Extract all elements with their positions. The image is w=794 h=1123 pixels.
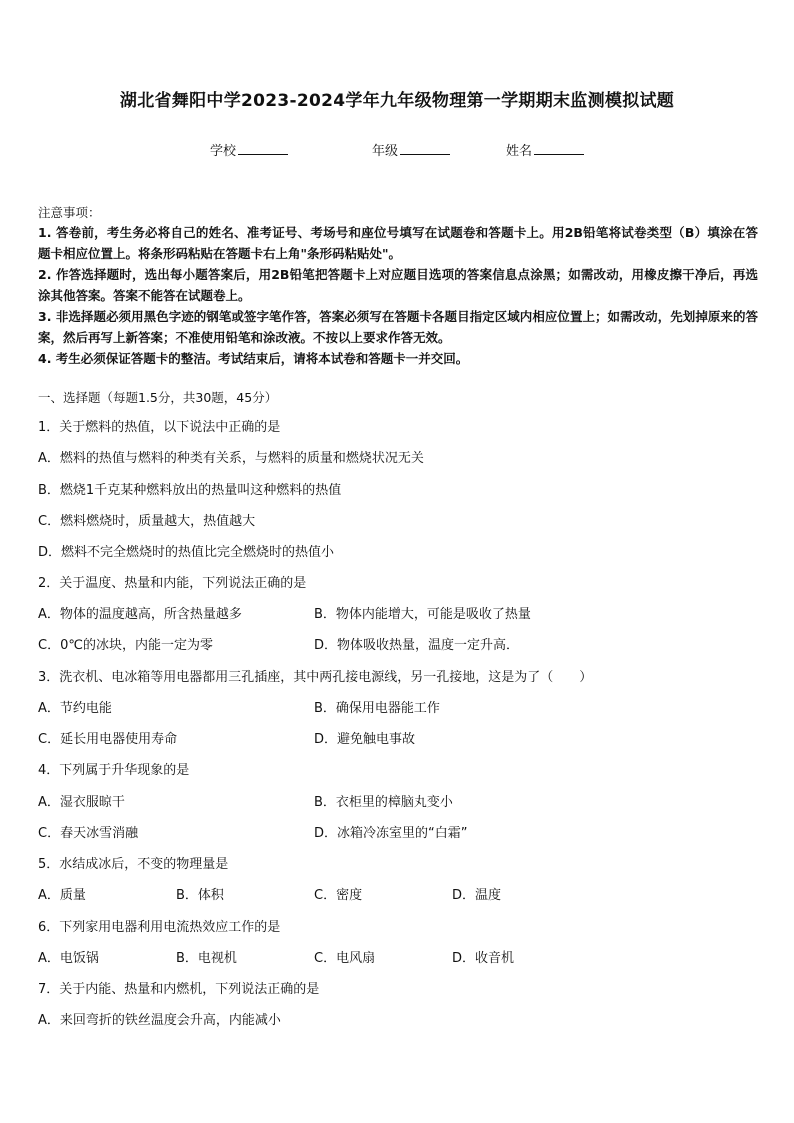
option: B．体积 bbox=[176, 888, 224, 903]
name-label: 姓名 bbox=[506, 144, 533, 159]
option: A．来回弯折的铁丝温度会升高，内能减小 bbox=[38, 1013, 281, 1028]
option: D．温度 bbox=[452, 888, 502, 903]
notice-item: 1. 答卷前，考生务必将自己的姓名、准考证号、考场号和座位号填写在试题卷和答题卡上。用2B铅笔将试卷类型（B）填涂在答题卡相应位置上。将条形码粘贴在答题卡右上角"条形码粘贴处"。 bbox=[38, 225, 758, 261]
question-stem: 6．下列家用电器利用电流热效应工作的是 bbox=[38, 920, 281, 935]
option: D．物体吸收热量，温度一定升高． bbox=[314, 638, 520, 653]
notice-list bbox=[38, 222, 758, 369]
option: B．电视机 bbox=[176, 951, 237, 966]
option: D．收音机 bbox=[452, 951, 515, 966]
question-stem: 4．下列属于升华现象的是 bbox=[38, 763, 190, 778]
option: D．冰箱冷冻室里的“白霜” bbox=[314, 826, 468, 841]
option: A．湿衣服晾干 bbox=[38, 795, 125, 810]
option: A．燃料的热值与燃料的种类有关系，与燃料的质量和燃烧状况无关 bbox=[38, 451, 424, 466]
option: C．燃料燃烧时，质量越大，热值越大 bbox=[38, 514, 256, 529]
notice-item: 2. 作答选择题时，选出每小题答案后，用2B铅笔把答题卡上对应题目选项的答案信息点涂黑；如需改动，用橡皮擦干净后，再选涂其他答案。答案不能答在试题卷上。 bbox=[38, 267, 758, 303]
notice-item: 3. 非选择题必须用黑色字迹的钢笔或签字笔作答，答案必须写在答题卡各题目指定区域内相应位置上；如需改动，先划掉原来的答案，然后再写上新答案；不准使用铅笔和涂改液。不按以上要求作答无效。 bbox=[38, 309, 758, 345]
school-label: 学校 bbox=[210, 144, 237, 159]
school-field bbox=[210, 140, 288, 159]
name-field bbox=[506, 140, 584, 159]
question-stem: 7．关于内能、热量和内燃机，下列说法正确的是 bbox=[38, 982, 320, 997]
name-blank[interactable] bbox=[534, 142, 584, 155]
option: B．确保用电器能工作 bbox=[314, 701, 440, 716]
option: C．春天冰雪消融 bbox=[38, 826, 139, 841]
option: A．电饭锅 bbox=[38, 951, 99, 966]
option: C．0℃的冰块，内能一定为零 bbox=[38, 638, 213, 653]
option: B．物体内能增大，可能是吸收了热量 bbox=[314, 607, 531, 622]
section-heading: 一、选择题（每题1.5分，共30题，45分） bbox=[38, 390, 278, 405]
option: C．电风扇 bbox=[314, 951, 376, 966]
option: D．燃料不完全燃烧时的热值比完全燃烧时的热值小 bbox=[38, 545, 335, 560]
option: D．避免触电事故 bbox=[314, 732, 416, 747]
question-stem: 3．洗衣机、电冰箱等用电器都用三孔插座，其中两孔接电源线，另一孔接地，这是为了（ ） bbox=[38, 670, 593, 685]
question-stem: 2．关于温度、热量和内能，下列说法正确的是 bbox=[38, 576, 307, 591]
exam-title: 湖北省舞阳中学2023-2024学年九年级物理第一学期期末监测模拟试题 bbox=[119, 91, 675, 111]
option: C．密度 bbox=[314, 888, 363, 903]
grade-field bbox=[372, 140, 450, 159]
grade-blank[interactable] bbox=[400, 142, 450, 155]
grade-label: 年级 bbox=[372, 144, 399, 159]
notice-item: 4. 考生必须保证答题卡的整洁。考试结束后，请将本试卷和答题卡一并交回。 bbox=[38, 351, 469, 366]
question-stem: 1．关于燃料的热值，以下说法中正确的是 bbox=[38, 420, 281, 435]
option: A．物体的温度越高，所含热量越多 bbox=[38, 607, 242, 622]
option: B．衣柜里的樟脑丸变小 bbox=[314, 795, 453, 810]
option: A．节约电能 bbox=[38, 701, 112, 716]
school-blank[interactable] bbox=[238, 142, 288, 155]
question-stem: 5．水结成冰后，不变的物理量是 bbox=[38, 857, 229, 872]
option: A．质量 bbox=[38, 888, 86, 903]
option: C．延长用电器使用寿命 bbox=[38, 732, 178, 747]
option: B．燃烧1千克某种燃料放出的热量叫这种燃料的热值 bbox=[38, 483, 342, 498]
notice-heading: 注意事项： bbox=[38, 205, 101, 220]
